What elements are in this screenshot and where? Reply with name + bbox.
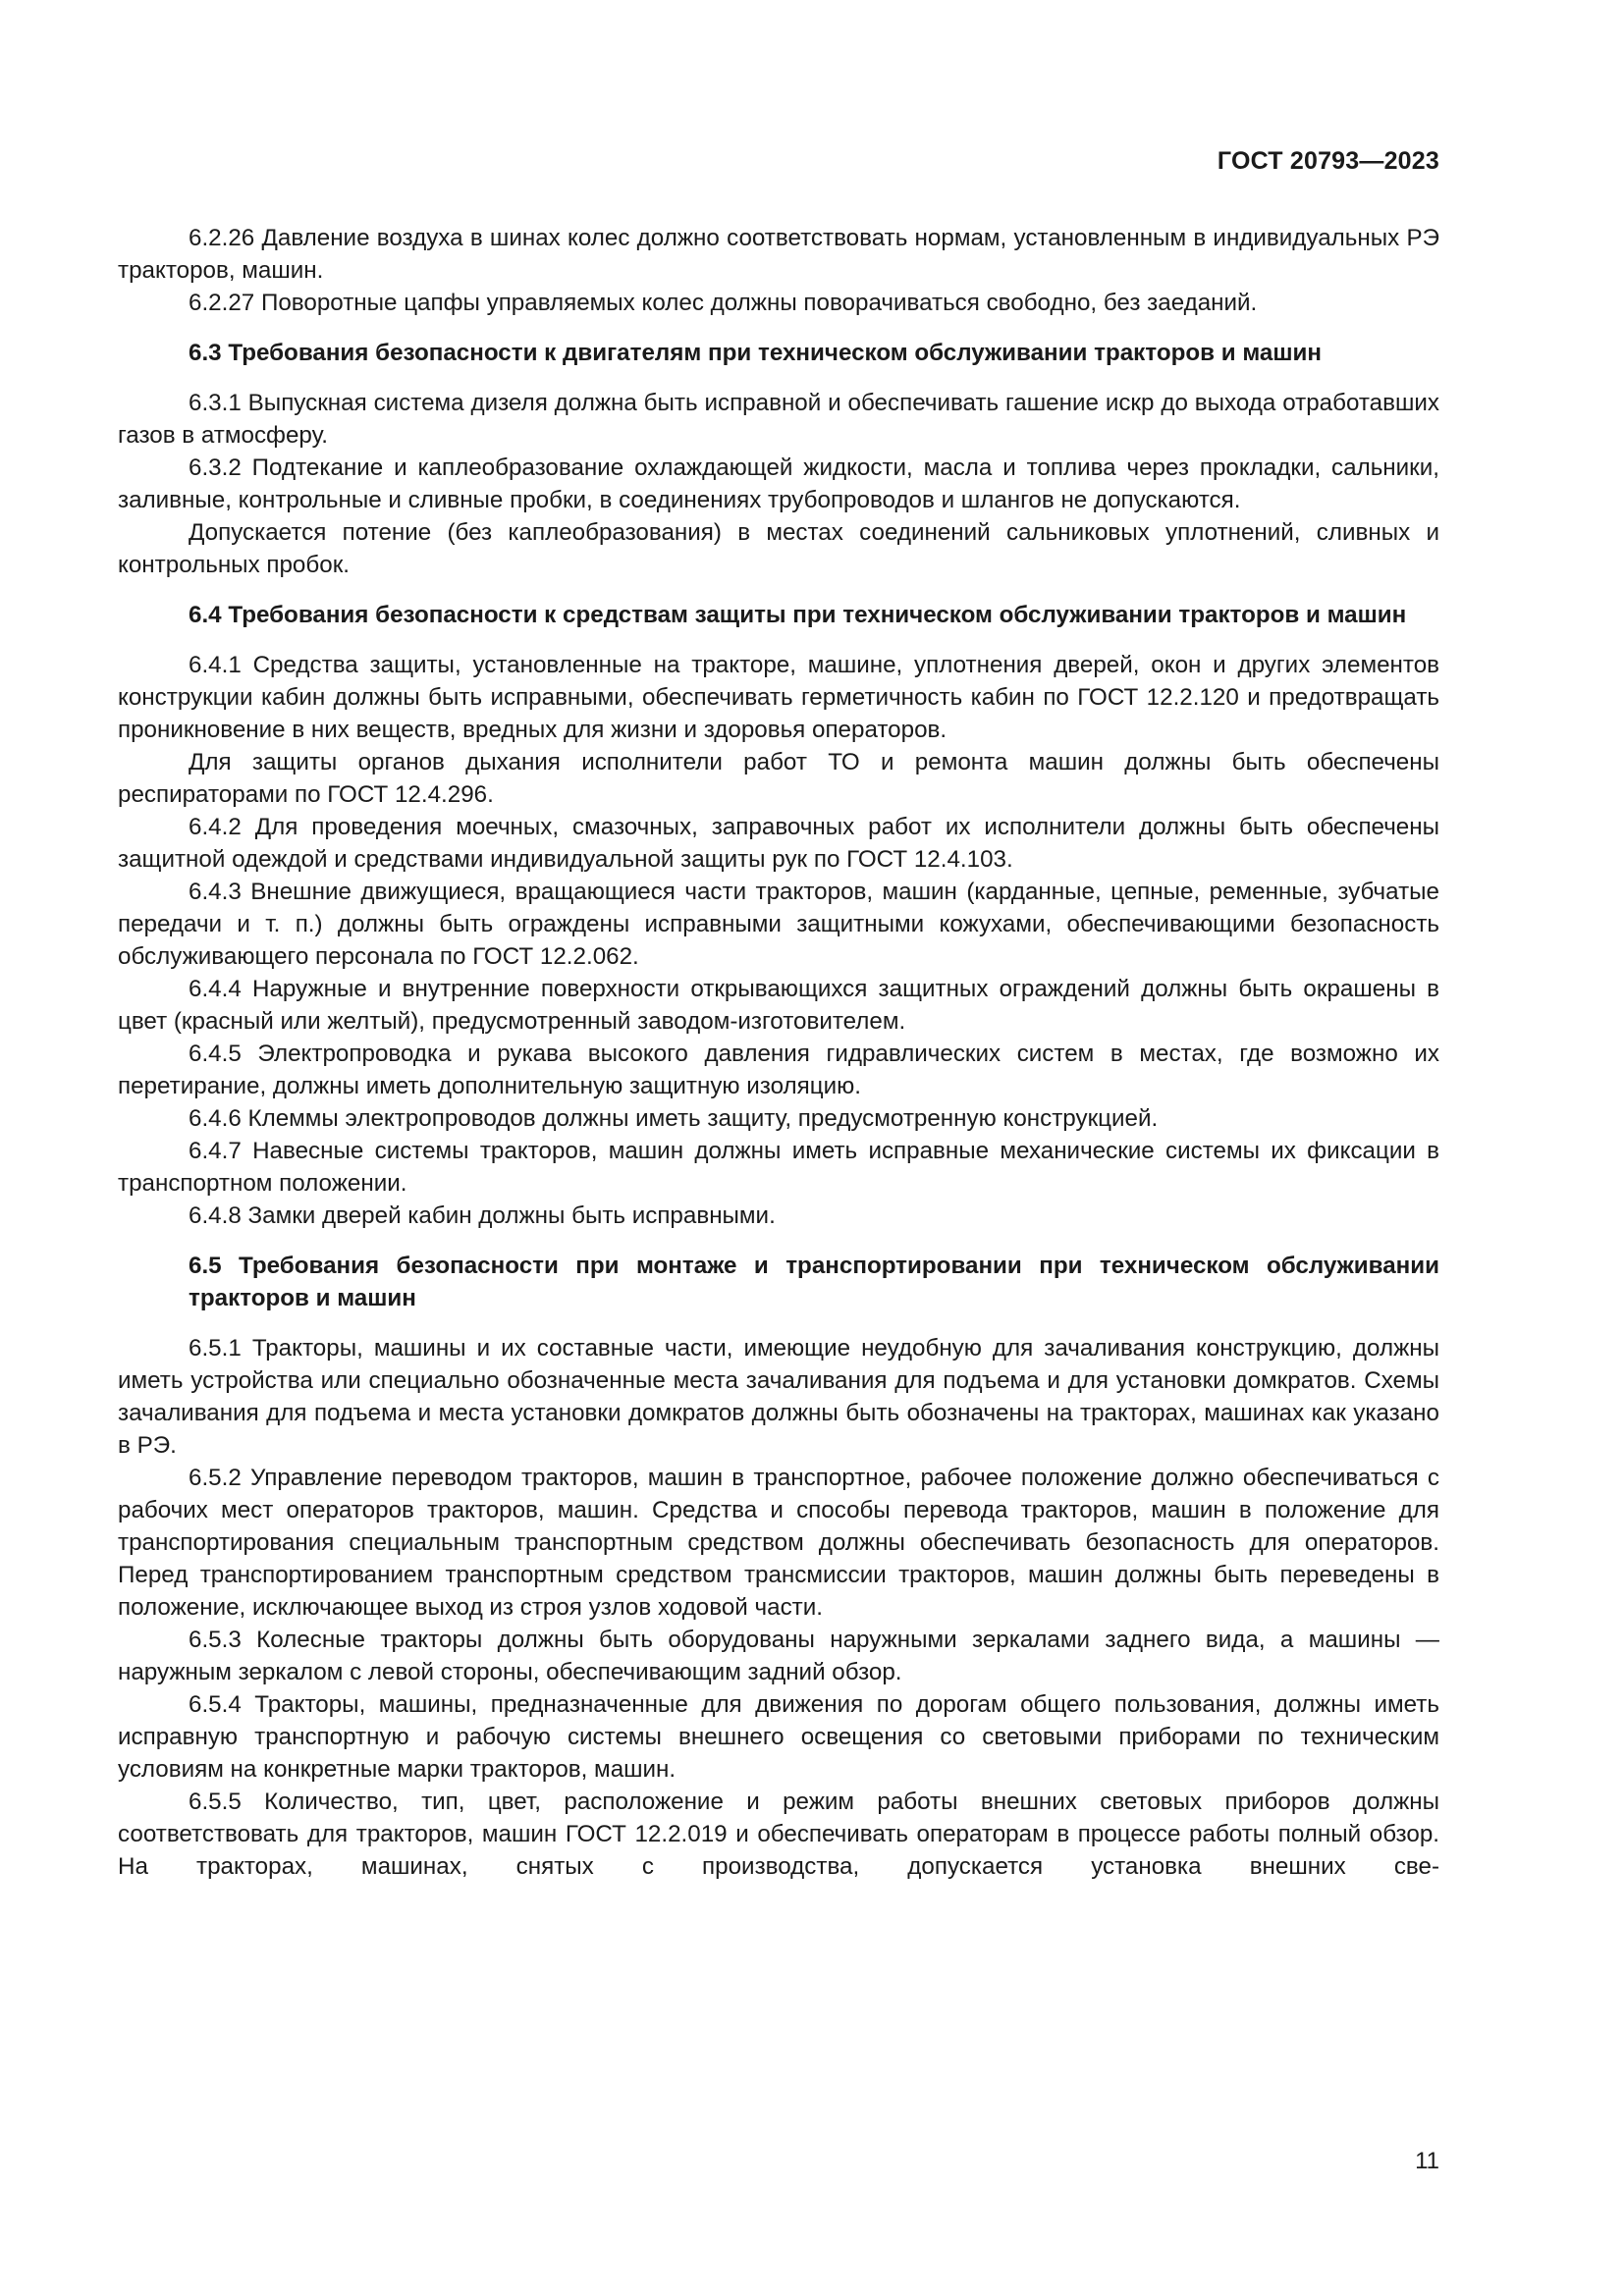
paragraph: 6.4.8 Замки дверей кабин должны быть исправными. [189, 1202, 776, 1229]
paragraph: 6.5.5 Количество, тип, цвет, расположение и режим работы внешних световых приборов должны соответствовать для тракторов, машин ГОСТ 12.2.019 и обеспечивать операторам в процессе работы полный обзор. На тракторах, машинах, снятых с производства, допускается установка внешних све- [118, 1789, 1439, 1880]
paragraph: 6.5.2 Управление переводом тракторов, машин в транспортное, рабочее положение должно обеспечиваться с рабочих мест операторов тракторов, машин. Средства и способы перевода тракторов, машин в положение для транспортирования специальным транспортным средством должны обеспечивать безопасность для операторов. Перед транспортированием транспортным средством трансмиссии тракторов, машин должны быть переведены в положение, исключающее выход из строя узлов ходовой части. [118, 1465, 1439, 1621]
paragraph: Для защиты органов дыхания исполнители работ ТО и ремонта машин должны быть обеспечены респираторами по ГОСТ 12.4.296. [118, 749, 1439, 808]
paragraph: Допускается потение (без каплеобразования) в местах соединений сальниковых уплотнений, сливных и контрольных пробок. [118, 519, 1439, 578]
document-body [118, 222, 1439, 1883]
paragraph: 6.5.1 Тракторы, машины и их составные части, имеющие неудобную для зачаливания конструкцию, должны иметь устройства или специально обозначенные места зачаливания для подъема и для установки домкратов. Схемы зачаливания для подъема и места установки домкратов должны быть обозначены на тракторах, машинах как указано в РЭ. [118, 1335, 1439, 1459]
section-heading: 6.5 Требования безопасности при монтаже и транспортировании при техническом обслуживании тракторов и машин [189, 1253, 1439, 1311]
document-code-header: ГОСТ 20793—2023 [1217, 147, 1439, 175]
paragraph: 6.4.5 Электропроводка и рукава высокого давления гидравлических систем в местах, где возможно их перетирание, должны иметь дополнительную защитную изоляцию. [118, 1041, 1439, 1099]
section-heading: 6.3 Требования безопасности к двигателям при техническом обслуживании тракторов и машин [189, 340, 1322, 366]
paragraph: 6.5.3 Колесные тракторы должны быть оборудованы наружными зеркалами заднего вида, а машины — наружным зеркалом с левой стороны, обеспечивающим задний обзор. [118, 1627, 1439, 1685]
paragraph: 6.5.4 Тракторы, машины, предназначенные для движения по дорогам общего пользования, должны иметь исправную транспортную и рабочую системы внешнего освещения со световыми приборами по техническим условиям на конкретные марки тракторов, машин. [118, 1691, 1439, 1783]
paragraph: 6.3.1 Выпускная система дизеля должна быть исправной и обеспечивать гашение искр до выхода отработавших газов в атмосферу. [118, 390, 1439, 449]
paragraph: 6.4.2 Для проведения моечных, смазочных, заправочных работ их исполнители должны быть обеспечены защитной одеждой и средствами индивидуальной защиты рук по ГОСТ 12.4.103. [118, 814, 1439, 873]
paragraph: 6.2.27 Поворотные цапфы управляемых колес должны поворачиваться свободно, без заеданий. [189, 290, 1258, 316]
paragraph: 6.4.3 Внешние движущиеся, вращающиеся части тракторов, машин (карданные, цепные, ременные, зубчатые передачи и т. п.) должны быть ограждены исправными защитными кожухами, обеспечивающими безопасность обслуживающего персонала по ГОСТ 12.2.062. [118, 879, 1439, 970]
paragraph: 6.4.1 Средства защиты, установленные на тракторе, машине, уплотнения дверей, окон и других элементов конструкции кабин должны быть исправными, обеспечивать герметичность кабин по ГОСТ 12.2.120 и предотвращать проникновение в них веществ, вредных для жизни и здоровья операторов. [118, 652, 1439, 743]
paragraph: 6.3.2 Подтекание и каплеобразование охлаждающей жидкости, масла и топлива через прокладки, сальники, заливные, контрольные и сливные пробки, в соединениях трубопроводов и шлангов не допускаются. [118, 454, 1439, 513]
paragraph: 6.4.7 Навесные системы тракторов, машин должны иметь исправные механические системы их фиксации в транспортном положении. [118, 1138, 1439, 1197]
section-heading: 6.4 Требования безопасности к средствам защиты при техническом обслуживании тракторов и машин [189, 602, 1407, 628]
paragraph: 6.2.26 Давление воздуха в шинах колес должно соответствовать нормам, установленным в индивидуальных РЭ тракторов, машин. [118, 225, 1439, 284]
paragraph: 6.4.4 Наружные и внутренние поверхности открывающихся защитных ограждений должны быть окрашены в цвет (красный или желтый), предусмотренный заводом-изготовителем. [118, 976, 1439, 1035]
page-number: 11 [1415, 2148, 1439, 2174]
paragraph: 6.4.6 Клеммы электропроводов должны иметь защиту, предусмотренную конструкцией. [189, 1105, 1159, 1132]
